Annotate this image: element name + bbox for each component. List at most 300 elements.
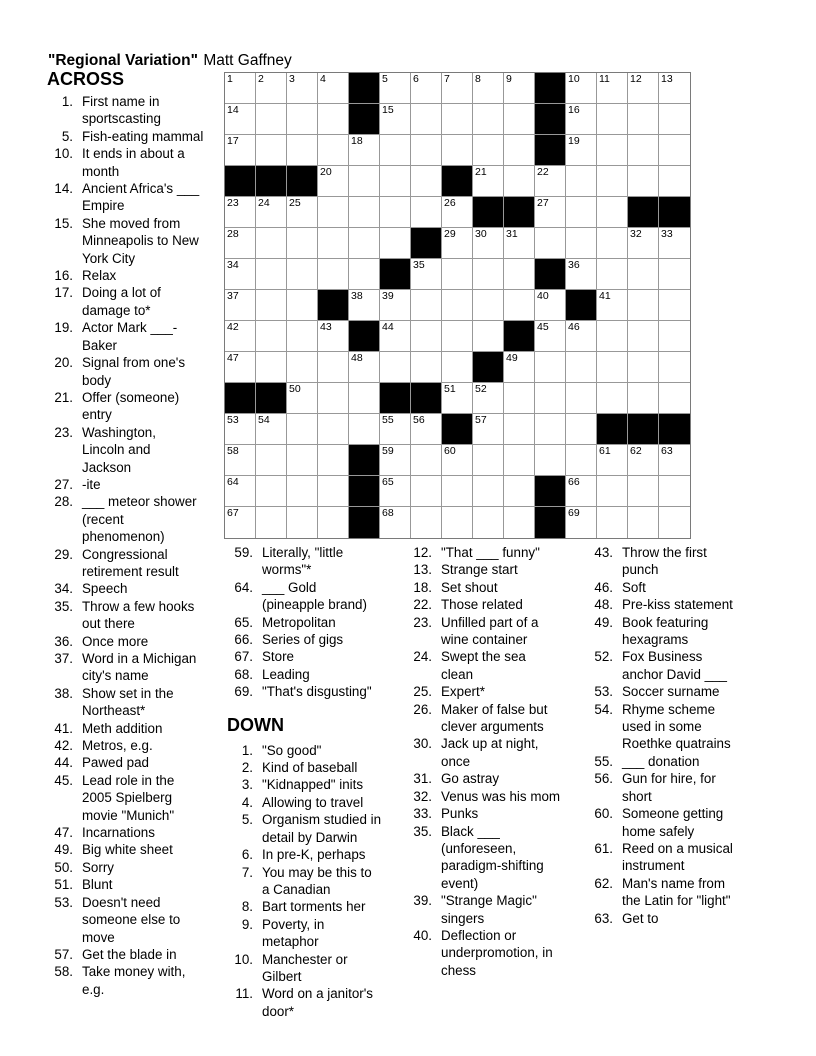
title-line xyxy=(48,51,292,70)
clue-text: It ends in about a month xyxy=(82,146,185,179)
grid-cell-black xyxy=(380,259,411,290)
across-clues-column-2 xyxy=(225,544,381,701)
clue-text: Metropolitan xyxy=(262,614,336,630)
grid-cell-number: 48 xyxy=(351,352,363,364)
grid-cell-number: 51 xyxy=(444,383,456,395)
clue-text: Literally, "little worms"* xyxy=(262,545,344,578)
grid-cell xyxy=(225,73,256,104)
clue-number: 41. xyxy=(54,720,73,736)
grid-cell xyxy=(597,383,628,414)
clue-text: Big white sheet xyxy=(82,842,173,858)
grid-cell-black xyxy=(287,166,318,197)
clue-text: Signal from one's body xyxy=(82,355,186,388)
clue-number: 5. xyxy=(241,812,253,828)
grid-cell xyxy=(442,290,473,321)
clue-number: 20. xyxy=(54,355,73,371)
clue-down-22 xyxy=(404,596,560,613)
grid-cell xyxy=(659,507,690,538)
clue-number: 27. xyxy=(54,476,73,492)
clue-number: 56. xyxy=(594,771,613,787)
grid-cell xyxy=(349,166,380,197)
grid-cell xyxy=(318,476,349,507)
grid-cell xyxy=(318,166,349,197)
grid-cell xyxy=(473,104,504,135)
clue-number: 9. xyxy=(241,916,253,932)
grid-cell xyxy=(659,383,690,414)
clue-number: 53. xyxy=(54,894,73,910)
grid-cell xyxy=(380,321,411,352)
grid-cell xyxy=(318,352,349,383)
clue-down-39 xyxy=(404,892,560,927)
grid-cell xyxy=(473,73,504,104)
clue-number: 53. xyxy=(594,684,613,700)
clue-number: 28. xyxy=(54,494,73,510)
grid-cell xyxy=(411,197,442,228)
grid-cell xyxy=(504,290,535,321)
grid-cell xyxy=(473,507,504,538)
clue-number: 17. xyxy=(54,285,73,301)
grid-cell xyxy=(597,197,628,228)
clue-down-12 xyxy=(404,544,560,561)
clue-across-20 xyxy=(40,354,203,389)
clue-down-49 xyxy=(585,614,733,649)
grid-cell xyxy=(628,166,659,197)
clue-across-23 xyxy=(40,424,203,476)
clue-text: "Kidnapped" inits xyxy=(262,777,364,793)
clue-text: Get to xyxy=(622,910,659,926)
grid-cell-number: 45 xyxy=(537,321,549,333)
clue-text: Fish-eating mammal xyxy=(82,128,204,144)
grid-cell-number: 56 xyxy=(413,414,425,426)
clue-text: Lead role in the 2005 Spielberg movie "Munich" xyxy=(82,772,175,823)
clue-down-46 xyxy=(585,579,733,596)
clue-text: Throw a few hooks out there xyxy=(82,598,195,632)
clue-down-54 xyxy=(585,701,733,753)
clue-text: Store xyxy=(262,649,295,665)
clue-text: Book featuring hexagrams xyxy=(622,614,709,648)
clue-text: Doing a lot of damage to* xyxy=(82,285,161,318)
grid-cell xyxy=(535,445,566,476)
clue-across-68 xyxy=(225,666,381,683)
grid-cell xyxy=(535,383,566,414)
grid-cell-number: 21 xyxy=(475,166,487,178)
clue-across-16 xyxy=(40,267,203,284)
grid-cell-number: 17 xyxy=(227,135,239,147)
grid-cell xyxy=(256,476,287,507)
clue-number: 30. xyxy=(413,736,432,752)
grid-cell-number: 58 xyxy=(227,445,239,457)
clue-number: 15. xyxy=(54,215,73,231)
grid-cell xyxy=(380,507,411,538)
grid-cell xyxy=(442,383,473,414)
grid-cell xyxy=(256,259,287,290)
clue-text: Those related xyxy=(441,597,523,613)
clue-number: 45. xyxy=(54,772,73,788)
grid-cell-black xyxy=(504,197,535,228)
grid-cell xyxy=(411,166,442,197)
grid-cell xyxy=(442,259,473,290)
down-clues-column-4 xyxy=(585,544,733,927)
clue-number: 22. xyxy=(413,597,432,613)
grid-cell xyxy=(659,259,690,290)
clue-text: Offer (someone) entry xyxy=(82,389,180,423)
grid-cell xyxy=(566,259,597,290)
clue-down-31 xyxy=(404,770,560,787)
grid-cell xyxy=(256,228,287,259)
grid-cell xyxy=(597,321,628,352)
clue-down-8 xyxy=(225,898,381,915)
grid-cell-number: 67 xyxy=(227,507,239,519)
clue-number: 14. xyxy=(54,181,73,197)
grid-cell xyxy=(442,507,473,538)
grid-cell xyxy=(380,352,411,383)
grid-cell xyxy=(256,414,287,445)
clue-down-35 xyxy=(404,823,560,893)
clue-down-1 xyxy=(225,742,381,759)
grid-cell xyxy=(287,228,318,259)
grid-cell xyxy=(287,476,318,507)
grid-cell xyxy=(659,321,690,352)
clue-number: 48. xyxy=(594,597,613,613)
grid-cell-number: 40 xyxy=(537,290,549,302)
grid-cell xyxy=(225,445,256,476)
grid-cell xyxy=(442,135,473,166)
clue-down-52 xyxy=(585,648,733,683)
grid-cell xyxy=(442,197,473,228)
clue-number: 67. xyxy=(234,649,253,665)
grid-cell xyxy=(380,73,411,104)
grid-cell xyxy=(442,352,473,383)
grid-cell-number: 3 xyxy=(289,73,295,85)
clue-number: 24. xyxy=(413,649,432,665)
grid-cell xyxy=(628,321,659,352)
grid-cell xyxy=(659,445,690,476)
clue-number: 68. xyxy=(234,666,253,682)
clue-down-48 xyxy=(585,596,733,613)
grid-cell xyxy=(535,414,566,445)
grid-cell xyxy=(597,135,628,166)
grid-cell-black xyxy=(256,383,287,414)
grid-cell xyxy=(349,135,380,166)
grid-cell xyxy=(318,73,349,104)
clue-number: 23. xyxy=(413,614,432,630)
clue-number: 42. xyxy=(54,738,73,754)
clue-down-60 xyxy=(585,805,733,840)
clue-text: Kind of baseball xyxy=(262,760,358,776)
grid-cell-number: 13 xyxy=(661,73,673,85)
clue-text: Gun for hire, for short xyxy=(622,771,716,804)
grid-cell xyxy=(411,507,442,538)
clue-text: Man's name from the Latin for "light" xyxy=(622,875,731,909)
grid-cell xyxy=(380,135,411,166)
grid-cell xyxy=(659,228,690,259)
grid-cell-number: 54 xyxy=(258,414,270,426)
grid-cell xyxy=(256,321,287,352)
grid-cell-black xyxy=(442,166,473,197)
grid-cell xyxy=(442,321,473,352)
grid-cell xyxy=(411,104,442,135)
clue-number: 40. xyxy=(413,927,432,943)
grid-cell-number: 34 xyxy=(227,259,239,271)
grid-cell xyxy=(504,352,535,383)
grid-cell-number: 9 xyxy=(506,73,512,85)
clue-number: 55. xyxy=(594,753,613,769)
grid-cell-number: 69 xyxy=(568,507,580,519)
clue-text: Throw the first punch xyxy=(622,545,707,578)
grid-cell xyxy=(225,228,256,259)
clue-number: 10. xyxy=(54,146,73,162)
clue-text: Allowing to travel xyxy=(262,794,364,810)
grid-cell xyxy=(318,445,349,476)
grid-cell-number: 37 xyxy=(227,290,239,302)
grid-cell-number: 38 xyxy=(351,290,363,302)
grid-cell xyxy=(411,445,442,476)
clue-number: 47. xyxy=(54,825,73,841)
grid-cell-number: 42 xyxy=(227,321,239,333)
grid-cell-number: 61 xyxy=(599,445,611,457)
clue-number: 7. xyxy=(241,864,253,880)
grid-cell xyxy=(659,290,690,321)
clue-number: 6. xyxy=(241,847,253,863)
grid-cell xyxy=(597,507,628,538)
grid-cell xyxy=(256,197,287,228)
grid-cell-number: 24 xyxy=(258,197,270,209)
grid-cell-number: 68 xyxy=(382,507,394,519)
clue-number: 63. xyxy=(594,910,613,926)
grid-cell xyxy=(287,259,318,290)
clue-text: First name in sportscasting xyxy=(82,94,161,127)
grid-cell xyxy=(256,104,287,135)
grid-cell xyxy=(442,476,473,507)
clue-across-50 xyxy=(40,859,203,876)
clue-text: Word in a Michigan city's name xyxy=(82,651,197,684)
grid-cell-black xyxy=(659,197,690,228)
clue-number: 3. xyxy=(241,777,253,793)
clue-text: Set shout xyxy=(441,579,498,595)
grid-cell xyxy=(380,228,411,259)
clue-text: Ancient Africa's ___ Empire xyxy=(82,181,200,214)
grid-cell xyxy=(318,414,349,445)
grid-cell-number: 32 xyxy=(630,228,642,240)
clue-text: Someone getting home safely xyxy=(622,806,724,839)
grid-cell-black xyxy=(535,476,566,507)
grid-cell xyxy=(566,135,597,166)
grid-cell xyxy=(411,290,442,321)
clue-down-56 xyxy=(585,770,733,805)
clue-number: 62. xyxy=(594,875,613,891)
grid-cell xyxy=(256,73,287,104)
grid-cell xyxy=(504,166,535,197)
grid-cell-number: 63 xyxy=(661,445,673,457)
grid-cell xyxy=(659,476,690,507)
clue-number: 43. xyxy=(594,545,613,560)
grid-cell-number: 33 xyxy=(661,228,673,240)
grid-cell-black xyxy=(442,414,473,445)
clue-across-10 xyxy=(40,145,203,180)
clue-down-9 xyxy=(225,916,381,951)
grid-cell-number: 57 xyxy=(475,414,487,426)
grid-cell xyxy=(225,352,256,383)
across-clues-column-1 xyxy=(40,93,203,998)
grid-cell-number: 52 xyxy=(475,383,487,395)
grid-cell-number: 46 xyxy=(568,321,580,333)
clue-text: Leading xyxy=(262,666,310,682)
grid-cell-number: 20 xyxy=(320,166,332,178)
grid-cell xyxy=(504,73,535,104)
grid-cell xyxy=(597,73,628,104)
clue-text: Expert* xyxy=(441,684,485,700)
grid-cell xyxy=(535,352,566,383)
grid-cell xyxy=(597,445,628,476)
grid-cell xyxy=(442,228,473,259)
clue-number: 16. xyxy=(54,268,73,284)
clue-across-64 xyxy=(225,579,381,614)
grid-cell xyxy=(566,383,597,414)
grid-cell-black xyxy=(473,197,504,228)
grid-cell xyxy=(535,166,566,197)
grid-cell xyxy=(380,290,411,321)
grid-cell xyxy=(287,321,318,352)
clue-number: 23. xyxy=(54,424,73,440)
clue-down-10 xyxy=(225,951,381,986)
grid-cell xyxy=(628,383,659,414)
grid-cell-black xyxy=(535,104,566,135)
grid-cell-number: 12 xyxy=(630,73,642,85)
clue-down-62 xyxy=(585,875,733,910)
grid-cell-black xyxy=(504,321,535,352)
grid-cell xyxy=(628,476,659,507)
clue-text: Strange start xyxy=(441,562,518,578)
clue-number: 8. xyxy=(241,899,253,915)
clue-text: Actor Mark ___- Baker xyxy=(82,320,178,353)
grid-cell xyxy=(256,507,287,538)
grid-cell xyxy=(473,414,504,445)
clue-across-65 xyxy=(225,614,381,631)
clue-text: Get the blade in xyxy=(82,946,177,962)
grid-cell-number: 19 xyxy=(568,135,580,147)
clue-across-29 xyxy=(40,546,203,581)
grid-cell-black xyxy=(659,414,690,445)
grid-cell-number: 65 xyxy=(382,476,394,488)
clue-down-61 xyxy=(585,840,733,875)
clue-text: Word on a janitor's door* xyxy=(262,986,373,1019)
clue-number: 33. xyxy=(413,806,432,822)
clue-down-33 xyxy=(404,805,560,822)
clue-down-53 xyxy=(585,683,733,700)
clue-down-13 xyxy=(404,561,560,578)
crossword-grid xyxy=(224,72,691,539)
grid-cell-black xyxy=(597,414,628,445)
clue-down-18 xyxy=(404,579,560,596)
grid-cell-number: 5 xyxy=(382,73,388,85)
clue-across-57 xyxy=(40,946,203,963)
clue-down-5 xyxy=(225,811,381,846)
grid-cell xyxy=(659,104,690,135)
grid-cell-number: 16 xyxy=(568,104,580,116)
grid-cell-black xyxy=(349,104,380,135)
clue-number: 29. xyxy=(54,546,73,562)
clue-across-69 xyxy=(225,683,381,700)
clue-number: 10. xyxy=(234,951,253,967)
grid-cell xyxy=(566,476,597,507)
clue-number: 44. xyxy=(54,755,73,771)
clue-across-34 xyxy=(40,580,203,597)
grid-cell xyxy=(659,135,690,166)
grid-cell-number: 60 xyxy=(444,445,456,457)
grid-cell xyxy=(535,197,566,228)
grid-cell-number: 27 xyxy=(537,197,549,209)
clue-number: 13. xyxy=(413,562,432,578)
clue-number: 35. xyxy=(54,598,73,614)
grid-cell-black xyxy=(411,383,442,414)
grid-cell xyxy=(380,197,411,228)
clue-text: Once more xyxy=(82,633,149,649)
clue-down-24 xyxy=(404,648,560,683)
clue-across-67 xyxy=(225,648,381,665)
clue-text: You may be this to a Canadian xyxy=(262,864,372,897)
grid-cell xyxy=(597,228,628,259)
grid-cell-black xyxy=(225,166,256,197)
clue-down-43 xyxy=(585,544,733,579)
grid-cell xyxy=(473,259,504,290)
clue-number: 49. xyxy=(594,614,613,630)
clue-number: 38. xyxy=(54,685,73,701)
grid-cell xyxy=(566,414,597,445)
grid-cell-number: 43 xyxy=(320,321,332,333)
grid-cell xyxy=(597,259,628,290)
clue-text: Poverty, in metaphor xyxy=(262,916,325,950)
grid-cell-number: 55 xyxy=(382,414,394,426)
clue-across-53 xyxy=(40,894,203,946)
grid-cell xyxy=(287,414,318,445)
grid-cell xyxy=(349,259,380,290)
clue-text: In pre-K, perhaps xyxy=(262,847,366,863)
clue-across-38 xyxy=(40,685,203,720)
clue-number: 12. xyxy=(413,545,432,560)
grid-cell xyxy=(225,259,256,290)
grid-cell-number: 10 xyxy=(568,73,580,85)
grid-cell xyxy=(256,352,287,383)
clue-text: Metros, e.g. xyxy=(82,738,153,754)
grid-cell xyxy=(473,166,504,197)
clue-text: Unfilled part of a wine container xyxy=(441,614,539,648)
grid-cell-black xyxy=(535,135,566,166)
clue-text: Black ___ (unforeseen, paradigm-shifting event) xyxy=(441,823,544,891)
clue-across-19 xyxy=(40,319,203,354)
clue-down-7 xyxy=(225,864,381,899)
grid-cell xyxy=(411,321,442,352)
grid-cell xyxy=(411,73,442,104)
clue-text: Soft xyxy=(622,579,646,595)
clue-number: 18. xyxy=(413,579,432,595)
clue-across-44 xyxy=(40,754,203,771)
down-clues-column-2 xyxy=(225,742,381,1021)
clue-number: 21. xyxy=(54,389,73,405)
clue-text: Speech xyxy=(82,581,128,597)
clue-number: 39. xyxy=(413,893,432,909)
clue-text: Take money with, e.g. xyxy=(82,964,186,997)
clue-down-2 xyxy=(225,759,381,776)
clues-column-2 xyxy=(225,544,381,1020)
clue-text: ___ donation xyxy=(622,753,700,769)
grid-cell xyxy=(504,135,535,166)
grid-cell-number: 1 xyxy=(227,73,233,85)
grid-cell-black xyxy=(349,73,380,104)
grid-cell xyxy=(504,507,535,538)
grid-cell xyxy=(628,445,659,476)
grid-cell xyxy=(287,383,318,414)
grid-cell-black xyxy=(349,507,380,538)
